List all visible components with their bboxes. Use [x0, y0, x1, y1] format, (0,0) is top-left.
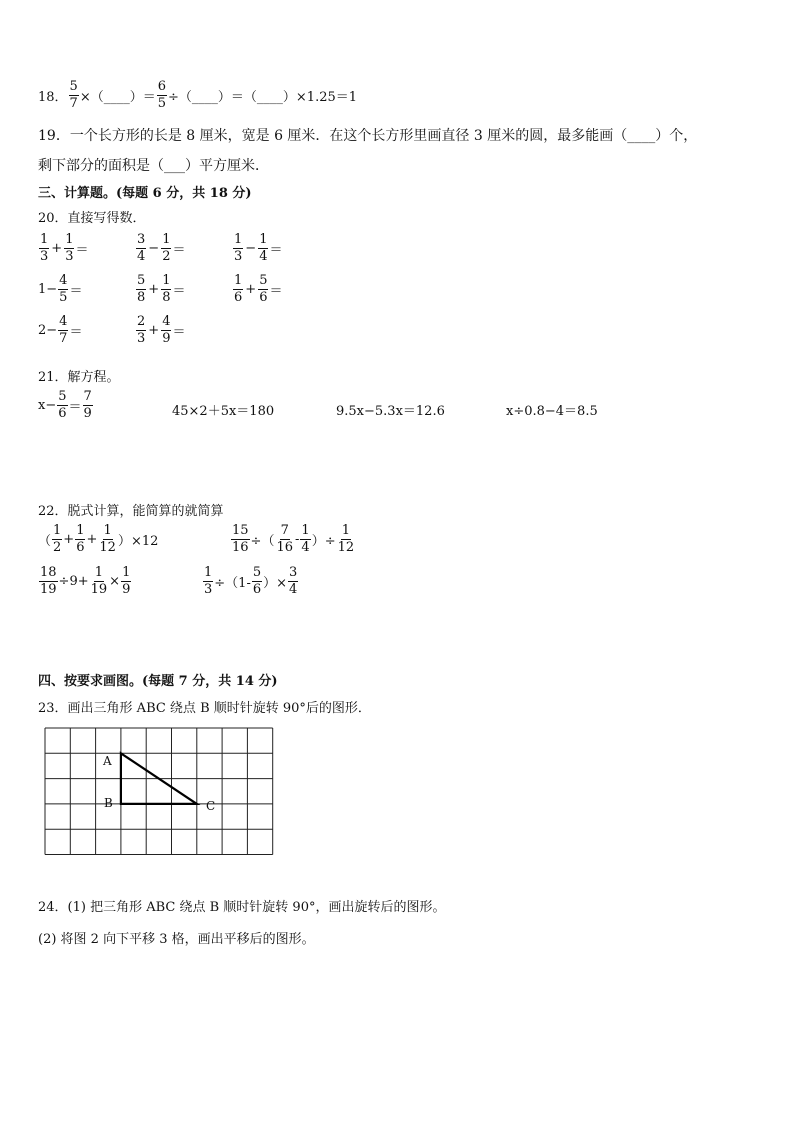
question-21-title: 21．解方程。 [38, 370, 120, 385]
expression: $\frac{3}{4}$ − $\frac{1}{2}$ ＝ [137, 232, 186, 264]
section-heading: 四、按要求画图。(每题 7 分，共 14 分) [38, 674, 278, 689]
equation-3: 9.5x−5.3x＝12.6 [336, 404, 445, 419]
expression-1: （ $\frac{1}{2}$ + $\frac{1}{6}$ + $\frac{1}{12}$ ）×12 [38, 523, 159, 555]
question-text: ×（____）＝ [79, 89, 156, 105]
equation-2: 45×2＋5x＝180 [172, 404, 275, 419]
expression: 2− $\frac{4}{7}$ ＝ [38, 314, 83, 346]
expression: $\frac{5}{8}$ + $\frac{1}{8}$ ＝ [137, 273, 186, 305]
question-24-line-1: 24．(1) 把三角形 ABC 绕点 B 顺时针旋转 90°，画出旋转后的图形。 [38, 900, 446, 915]
expression: $\frac{1}{3}$ + $\frac{1}{3}$ ＝ [40, 232, 89, 264]
question-text: ÷（____）＝（____）×1.25＝1 [168, 89, 358, 105]
question-20-title: 20．直接写得数． [38, 211, 146, 226]
expression: $\frac{1}{3}$ − $\frac{1}{4}$ ＝ [234, 232, 283, 264]
expression-2: $\frac{15}{16}$ ÷（ $\frac{7}{16}$ - $\frac{1}{4}$ ）÷ $\frac{1}{12}$ [232, 523, 355, 555]
expression-4: $\frac{1}{3}$ ÷（1- $\frac{5}{6}$ ）× $\frac{3}{4}$ [204, 565, 298, 597]
equation-4: x÷0.8−4＝8.5 [506, 404, 598, 419]
fraction: $\frac{6}{5}$ [157, 79, 167, 111]
question-19-line-2: 剩下部分的面积是（___）平方厘米． [38, 158, 269, 174]
question-number: 18． [38, 89, 68, 105]
equation-1: x− $\frac{5}{6}$ ＝ $\frac{7}{9}$ [38, 389, 92, 421]
expression-3: $\frac{18}{19}$ ÷9+ $\frac{1}{19}$ × $\frac{1}{9}$ [40, 565, 131, 597]
expression: $\frac{1}{6}$ + $\frac{5}{6}$ ＝ [234, 273, 283, 305]
expression: 1− $\frac{4}{5}$ ＝ [38, 273, 83, 305]
point-label-c: C [206, 799, 216, 813]
question-19-line-1: 19．一个长方形的长是 8 厘米，宽是 6 厘米．在这个长方形里画直径 3 厘米的圆，最多能画（____）个， [38, 128, 698, 144]
question-24-line-2: (2) 将图 2 向下平移 3 格，画出平移后的图形。 [38, 932, 315, 947]
section-heading: 三、计算题。(每题 6 分，共 18 分) [38, 186, 252, 201]
expression: $\frac{2}{3}$ + $\frac{4}{9}$ ＝ [137, 314, 186, 346]
point-label-b: B [104, 796, 113, 810]
point-label-a: A [103, 754, 112, 768]
question-23-title: 23．画出三角形 ABC 绕点 B 顺时针旋转 90°后的图形． [38, 701, 371, 716]
question-22-title: 22．脱式计算，能简算的就简算 [38, 504, 224, 519]
fraction: $\frac{5}{7}$ [69, 79, 78, 111]
